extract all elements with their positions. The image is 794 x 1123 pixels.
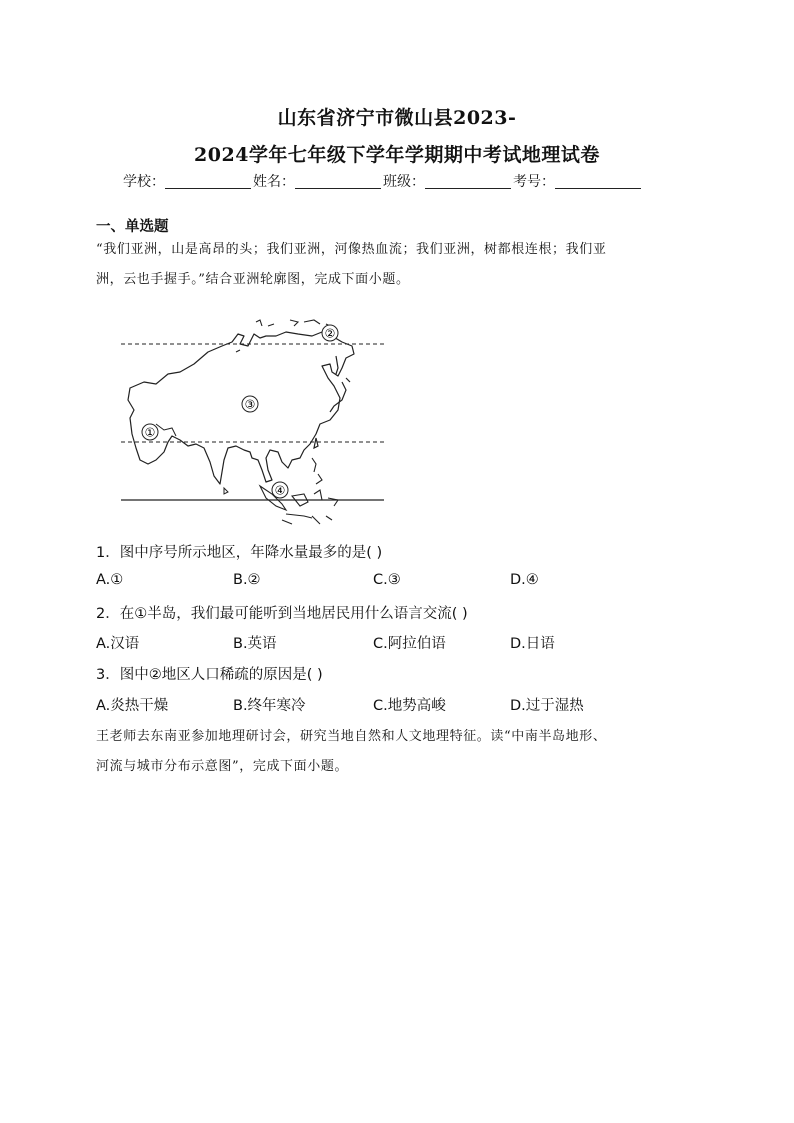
q1-option-c[interactable]: C.③ (373, 572, 401, 588)
exam-title-line-1: 山东省济宁市微山县2023- (277, 107, 517, 129)
arctic-islands (236, 320, 330, 352)
exam-number-blank (555, 174, 641, 189)
marker-2-label: ② (324, 326, 336, 341)
marker-2 (322, 325, 338, 341)
q3-option-a[interactable]: A.炎热干燥 (96, 698, 169, 714)
marker-4 (272, 482, 288, 498)
outro-line-2: 河流与城市分布示意图”，完成下面小题。 (96, 759, 349, 774)
student-info-row (123, 171, 643, 191)
question-3: 3．图中②地区人口稀疏的原因是( ) (96, 667, 323, 683)
marker-4-label: ④ (274, 483, 286, 498)
marker-1 (142, 424, 158, 440)
exam-title-line-2: 2024学年七年级下学年学期期中考试地理试卷 (194, 144, 600, 166)
intro-line-2: 洲，云也手握手。”结合亚洲轮廓图，完成下面小题。 (96, 272, 410, 287)
q2-option-a[interactable]: A.汉语 (96, 636, 140, 652)
marker-3 (242, 396, 258, 412)
q3-option-c[interactable]: C.地势高峻 (373, 698, 446, 714)
q1-option-a[interactable]: A.① (96, 572, 124, 588)
question-2-options (96, 632, 716, 652)
question-1-options (96, 572, 716, 592)
intro-paragraph (96, 235, 706, 295)
name-label: 姓名： (253, 174, 295, 190)
q2-option-d[interactable]: D.日语 (510, 636, 555, 652)
q1-option-b[interactable]: B.② (233, 572, 261, 588)
outro-line-1: 王老师去东南亚参加地理研讨会，研究当地自然和人文地理特征。读“中南半岛地形、 (96, 729, 607, 744)
marker-3-label: ③ (244, 397, 256, 412)
school-label: 学校： (123, 174, 165, 190)
question-2: 2．在①半岛，我们最可能听到当地居民用什么语言交流( ) (96, 606, 468, 622)
question-3-options (96, 694, 716, 714)
marker-1-label: ① (144, 425, 156, 440)
class-blank (425, 174, 511, 189)
q3-option-d[interactable]: D.过于湿热 (510, 698, 584, 714)
q3-option-b[interactable]: B.终年寒冷 (233, 698, 306, 714)
asia-mainland-outline (128, 332, 354, 484)
asia-outline-map (116, 312, 388, 528)
section-title: 一、单选题 (96, 219, 169, 235)
japan-islands (330, 378, 350, 412)
persian-gulf-coast (156, 424, 176, 436)
q2-option-b[interactable]: B.英语 (233, 636, 277, 652)
question-1: 1．图中序号所示地区，年降水量最多的是( ) (96, 545, 383, 561)
name-blank (295, 174, 381, 189)
school-blank (165, 174, 251, 189)
exam-number-label: 考号： (513, 174, 555, 190)
outro-paragraph (96, 722, 706, 782)
q2-option-c[interactable]: C.阿拉伯语 (373, 636, 446, 652)
taiwan-island (314, 438, 318, 448)
philippines-islands (312, 458, 322, 484)
sakhalin-island (336, 356, 338, 374)
class-label: 班级： (383, 174, 425, 190)
q1-option-d[interactable]: D.④ (510, 572, 539, 588)
sri-lanka-island (224, 488, 228, 494)
intro-line-1: “我们亚洲，山是高昂的头；我们亚洲，河像热血流；我们亚洲，树都根连根；我们亚 (96, 242, 607, 257)
